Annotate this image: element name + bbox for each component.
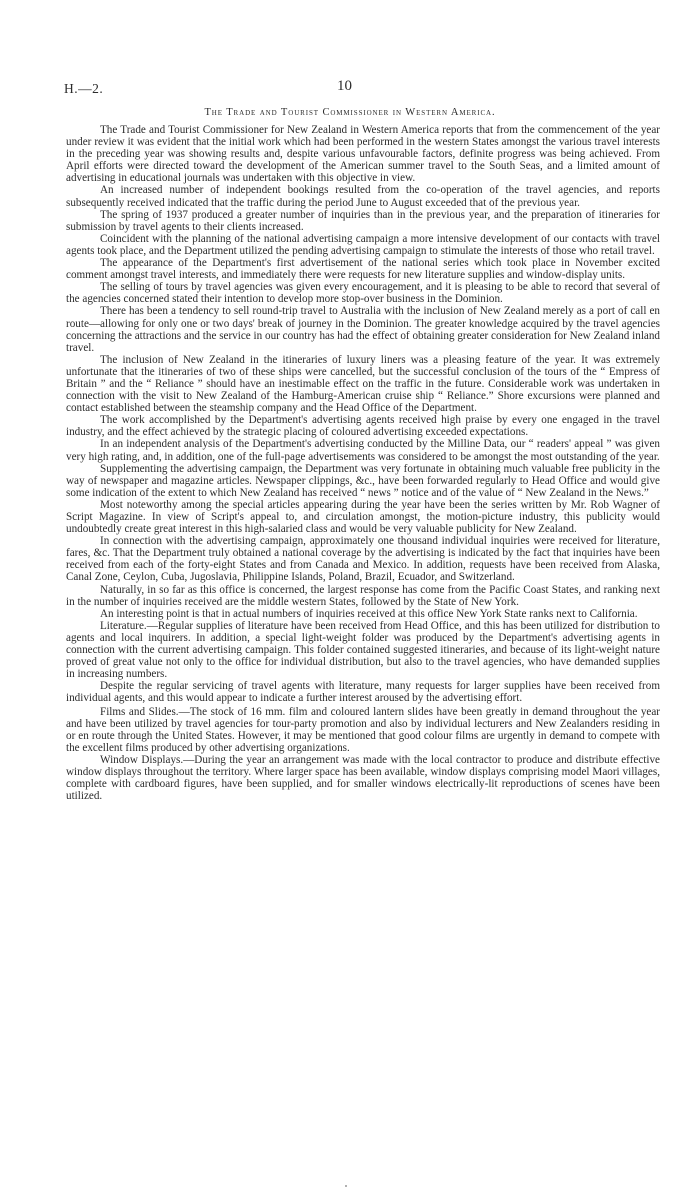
paragraph: Films and Slides.—The stock of 16 mm. film and coloured lantern slides have been greatly in demand throughout the year and have been utilized by travel agencies for tour-party promotion and also by individual lecturers and New Zealanders residing in or en route through the United States. However, it may be mentioned that good colour films are urgently in demand to compete with the excellent films produced by other advertising organizations. — [66, 705, 660, 754]
page-reference: H.—2. — [64, 81, 104, 96]
paragraph: Coincident with the planning of the national advertising campaign a more intensive development of our contacts with travel agents took place, and the Department utilized the pending advertising campaign to stimulate the interests of those who retail travel. — [66, 232, 660, 257]
paragraph: Most noteworthy among the special articles appearing during the year have been the series written by Mr. Rob Wagner of Script Magazine. In view of Script's appeal to, and circulation amongst, the motion-picture industry, this publicity would undoubtedly create great interest in this high-salaried class and would be very valuable publicity for New Zealand. — [66, 498, 660, 536]
paragraph: The Trade and Tourist Commissioner for New Zealand in Western America reports that from the commencement of the year under review it was evident that the initial work which had been performed in the western States amongst the various travel interests in the preceding year was showing results and, despite various unfavourable factors, definite progress was being achieved. From April efforts were directed toward the development of the American summer travel to the South Seas, and a limited amount of advertising in educational journals was undertaken with this objective in view. — [66, 124, 660, 185]
paragraph: The appearance of the Department's first advertisement of the national series which took place in November excited comment amongst travel interests, and immediately there were requests for new literature supplies and window-display units. — [66, 257, 660, 282]
paragraph: The inclusion of New Zealand in the itineraries of luxury liners was a pleasing feature of the year. It was extremely unfortunate that the itineraries of two of these ships were cancelled, but the successful conclusion of the tours of the “ Empress of Britain ” and the “ Reliance ” should have an inestimable effect on the traffic in the future. Considerable work was undertaken in connection with the visit to New Zealand of the Hamburg-American cruise ship “ Reliance.” Shore excursions were planned and contact established between the steamship company and the Head Office of the Department. — [66, 353, 660, 415]
section-heading: The Trade and Tourist Commissioner in Western America. — [204, 107, 496, 118]
paragraph: In connection with the advertising campaign, approximately one thousand individual inquiries were received for literature, fares, &c. That the Department truly obtained a national coverage by the advertising is indicated by the fact that inquiries have been received from each of the forty-eight States and from Canada and Mexico. In addition, requests have been received from Alaska, Canal Zone, Ceylon, Cuba, Jugoslavia, Philippine Islands, Poland, Brazil, Ecuador, and Switzerland. — [66, 535, 660, 584]
body-text — [66, 124, 660, 802]
paragraph: Despite the regular servicing of travel agents with literature, many requests for larger supplies have been received from individual agents, and this would appear to indicate a further interest aroused by the advertising effort. — [66, 680, 660, 705]
page-number: 10 — [337, 78, 352, 94]
paragraph: Window Displays.—During the year an arrangement was made with the local contractor to produce and distribute effective window displays throughout the territory. Where larger space has been available, window displays comprising model Maori villages, complete with cardboard figures, have been supplied, and for smaller windows electrically-lit reproductions of scenes have been utilized. — [66, 753, 660, 803]
paragraph: An interesting point is that in actual numbers of inquiries received at this office New York State ranks next to California. — [100, 607, 638, 620]
paragraph: There has been a tendency to sell round-trip travel to Australia with the inclusion of New Zealand merely as a port of call en route—allowing for only one or two days' break of journey in the Dominion. The greater knowledge acquired by the travel agencies concerning the attractions and the service in our country has had the effect of obtaining greater consideration for New Zealand inland travel. — [66, 305, 660, 354]
paragraph: In an independent analysis of the Department's advertising conducted by the Milline Data, our “ readers' appeal ” was given very high rating, and, in addition, one of the full-page advertisements was considered to be amongst the most outstanding of the year. — [66, 438, 660, 463]
paragraph: The selling of tours by travel agencies was given every encouragement, and it is pleasing to be able to record that several of the agencies concerned stated their intention to develop more stop-over business in the Dominion. — [66, 281, 660, 306]
paragraph: The spring of 1937 produced a greater number of inquiries than in the previous year, and the preparation of itineraries for submission by travel agents to their clients increased. — [66, 208, 660, 233]
paragraph: Naturally, in so far as this office is concerned, the largest response has come from the Pacific Coast States, and ranking next in the number of inquiries received are the middle western States, followed by the State of New York. — [66, 583, 660, 608]
paragraph: An increased number of independent bookings resulted from the co-operation of the travel agencies, and reports subsequently received indicated that the traffic during the period June to August exceeded that of the previous year. — [66, 184, 660, 209]
print-mark — [345, 1185, 347, 1187]
paragraph: Supplementing the advertising campaign, the Department was very fortunate in obtaining much valuable free publicity in the way of newspaper and magazine articles. Newspaper clippings, &c., have been forwarded regularly to Head Office and would give some indication of the extent to which New Zealand has received “ news ” notice and of the value of “ New Zealand in the News.” — [66, 462, 660, 499]
paragraph: The work accomplished by the Department's advertising agents received high praise by every one engaged in the travel industry, and the effect achieved by the strategic placing of coloured advertising exceeded expectations. — [66, 414, 660, 439]
paragraph: Literature.—Regular supplies of literature have been received from Head Office, and this has been utilized for distribution to agents and local inquirers. In addition, a special light-weight folder was produced by the Department's advertising agents in connection with the current advertising campaign. This folder contained suggested itineraries, and because of its light-weight nature proved of great value not only to the office for individual distribution, but also to the travel agencies, who have demanded supplies in increasing numbers. — [66, 619, 660, 681]
